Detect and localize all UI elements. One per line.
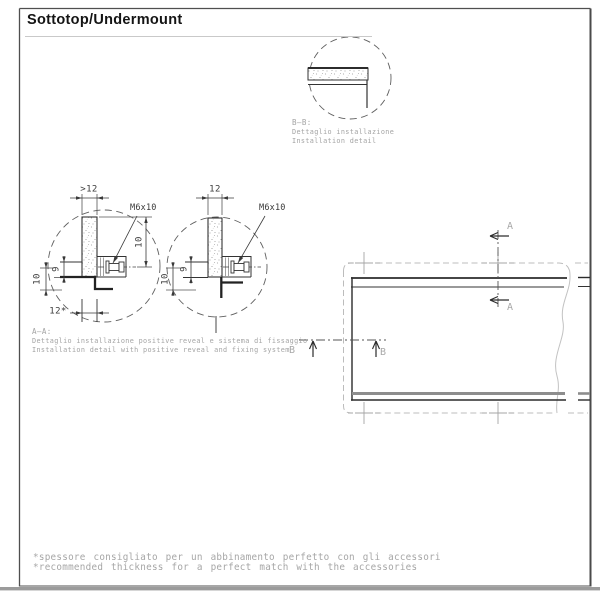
break-line <box>556 270 570 413</box>
dim-top-width-reveal: >12 <box>80 184 98 195</box>
section-label-b-left: B <box>289 345 296 356</box>
section-line-a <box>490 230 509 308</box>
cutout-outline <box>344 263 589 413</box>
detail-aa-reveal-view <box>40 194 160 322</box>
title-divider <box>25 36 372 37</box>
detail-bb-view <box>308 37 391 119</box>
detail-aa-caption-it: Dettaglio installazione positive reveal e sistema di fissaggio <box>32 337 308 345</box>
dim-flange-reveal: 10 <box>32 273 43 285</box>
dim-bolt-flush: M6x10 <box>259 203 286 213</box>
sink-outline <box>351 277 590 401</box>
detail-aa-caption-en: Installation detail with positive reveal and fixing system <box>32 346 290 354</box>
section-label-a-bottom: A <box>507 302 514 313</box>
detail-bb-caption-en: Installation detail <box>292 137 377 145</box>
sheet-frame <box>0 9 600 591</box>
dim-depth-reveal: 10 <box>134 236 145 248</box>
dim-flange-flush: 10 <box>160 273 171 285</box>
section-label-b-right: B <box>380 347 387 358</box>
countertop-section <box>308 68 368 80</box>
section-label-a-top: A <box>507 221 514 232</box>
detail-bb-label: B—B: <box>292 118 312 127</box>
countertop-section <box>208 218 222 277</box>
footnote-en: *recommended thickness for a perfect match with the accessories <box>33 562 418 573</box>
dim-bottom-thickness: 12* <box>49 306 67 317</box>
plan-view <box>299 230 590 424</box>
section-line-b <box>299 340 386 357</box>
footnote-it: *spessore consigliato per un abbinamento perfetto con gli accessori <box>33 552 441 563</box>
detail-aa-label: A—A: <box>32 327 52 336</box>
dim-bolt-reveal: M6x10 <box>130 203 157 213</box>
dim-reveal-flush: 9 <box>179 266 190 272</box>
dim-top-width-flush: 12 <box>209 184 221 195</box>
page-title: Sottotop/Undermount <box>27 12 183 28</box>
countertop-section <box>82 217 97 277</box>
detail-bb-caption-it: Dettaglio installazione <box>292 128 395 136</box>
sink-rim-profile <box>60 277 113 289</box>
dim-reveal-9: 9 <box>51 266 62 272</box>
detail-aa-flush-view <box>166 194 267 333</box>
